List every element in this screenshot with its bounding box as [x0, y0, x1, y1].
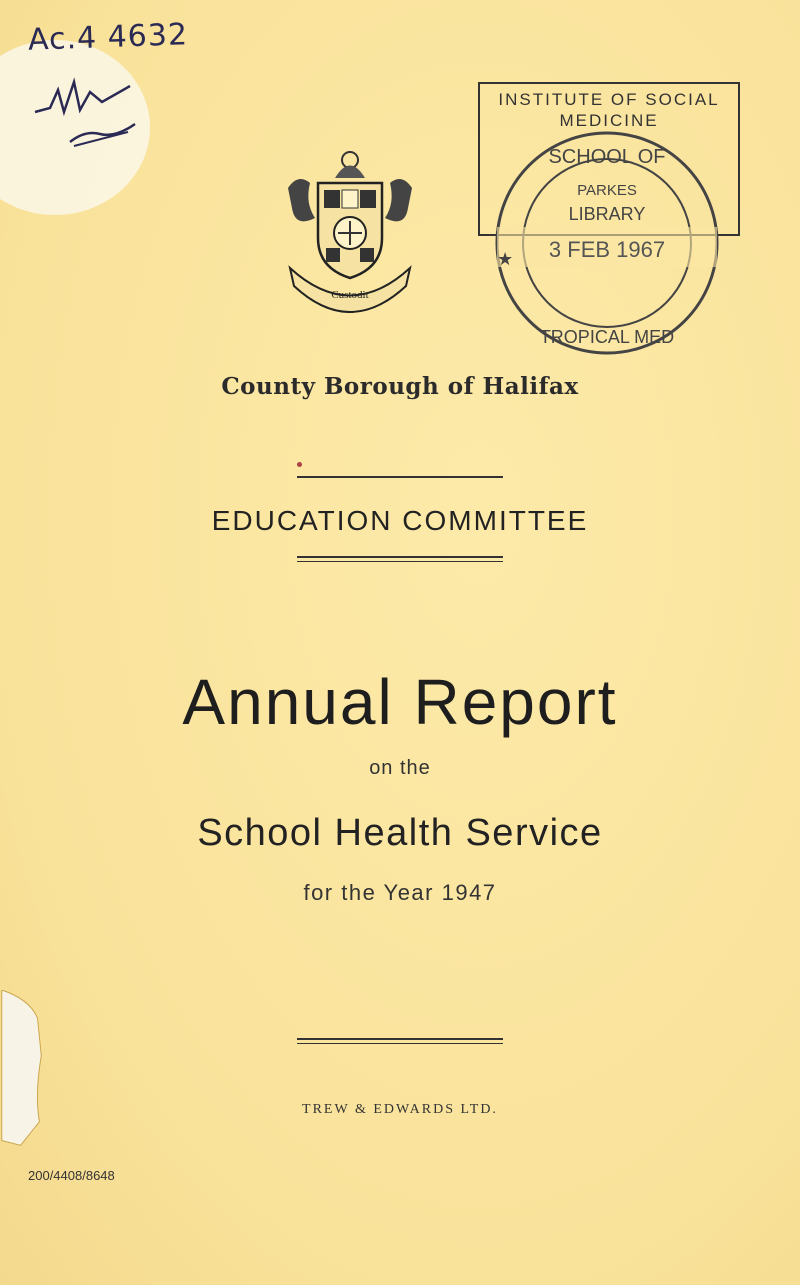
crest-motto: Custodit [331, 289, 369, 301]
seal-date: 3 FEB 1967 [548, 237, 666, 262]
stamp-line-medicine: MEDICINE [559, 111, 659, 130]
seal-text-bottom: TROPICAL MED [539, 327, 675, 347]
seal-text-library: LIBRARY [568, 204, 646, 224]
library-seal-icon [475, 115, 740, 370]
print-code: 200/4408/8648 [28, 1168, 115, 1183]
stamp-line-institute: INSTITUTE OF SOCIAL [498, 90, 720, 109]
handwritten-accession-number: Ac.4 4632 [27, 17, 189, 58]
committee-name: EDUCATION COMMITTEE [211, 505, 589, 536]
divider-mid [297, 556, 503, 558]
report-subject: School Health Service [197, 812, 603, 854]
handwritten-scribble-icon [30, 72, 140, 162]
report-year: for the Year 1947 [303, 880, 497, 905]
divider-top [297, 476, 503, 478]
seal-text-top: SCHOOL OF [548, 146, 666, 168]
borough-name: County Borough of Halifax [221, 373, 579, 400]
divider-mid-thin [297, 561, 503, 562]
svg-text:★: ★ [497, 249, 514, 270]
divider-bottom [297, 1038, 503, 1040]
report-title: Annual Report [182, 666, 618, 738]
torn-edge-mark [0, 990, 60, 1150]
ink-dot [297, 462, 302, 467]
borough-crest-icon [280, 148, 420, 313]
divider-bottom-thin [297, 1043, 503, 1044]
seal-text-mid: PARKES [577, 182, 637, 199]
printer-name: TREW & EDWARDS LTD. [302, 1102, 498, 1117]
report-subtitle-on: on the [369, 757, 431, 779]
